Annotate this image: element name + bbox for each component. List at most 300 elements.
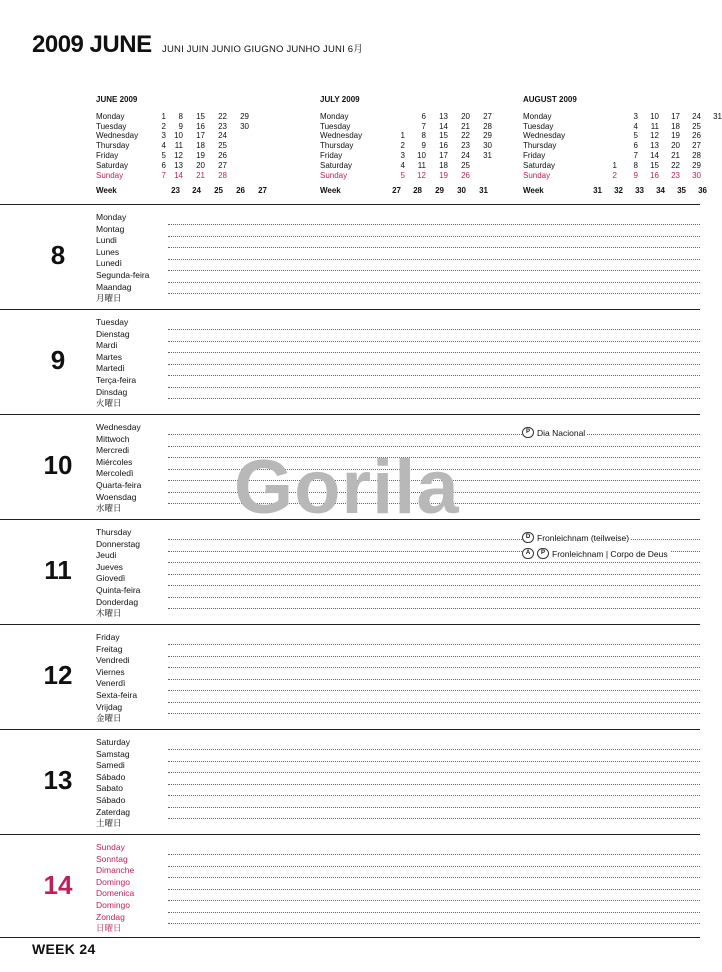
date-cell: 8 bbox=[178, 111, 183, 121]
writing-line[interactable] bbox=[168, 608, 700, 609]
writing-line[interactable] bbox=[168, 784, 700, 785]
day-number: 13 bbox=[43, 765, 73, 795]
day-name: Monday bbox=[96, 212, 127, 222]
day-name: Zaterdag bbox=[96, 806, 131, 817]
date-cell: 24 bbox=[692, 111, 701, 121]
date-cell: 21 bbox=[196, 170, 205, 180]
writing-line[interactable] bbox=[168, 889, 700, 890]
writing-line[interactable] bbox=[168, 854, 700, 855]
mini-calendar-2 bbox=[320, 95, 492, 198]
day-name: Jeudi bbox=[96, 550, 117, 561]
mini-calendar-row bbox=[523, 150, 701, 161]
day-name: Donnerstag bbox=[96, 538, 140, 549]
divider bbox=[0, 204, 700, 205]
date-cell: 30 bbox=[692, 170, 701, 180]
mini-calendar-row bbox=[96, 160, 227, 171]
date-cell: 22 bbox=[461, 131, 470, 141]
mini-calendar-row bbox=[96, 141, 227, 151]
day-name: Domenica bbox=[96, 888, 135, 899]
weekday-label: Friday bbox=[96, 150, 119, 160]
mini-calendar-row bbox=[320, 111, 492, 122]
date-cell: 9 bbox=[421, 141, 426, 151]
week-number: 31 bbox=[479, 186, 488, 196]
day-name: Mardi bbox=[96, 340, 118, 351]
date-cell: 22 bbox=[671, 160, 680, 170]
date-cell: 18 bbox=[439, 160, 448, 170]
day-name: Freitag bbox=[96, 643, 123, 654]
week-number: 32 bbox=[614, 186, 623, 196]
writing-line[interactable] bbox=[168, 585, 700, 586]
day-name: Domingo bbox=[96, 876, 131, 887]
day-names bbox=[96, 212, 149, 305]
date-cell: 3 bbox=[400, 150, 405, 160]
writing-line[interactable] bbox=[168, 795, 700, 796]
week-numbers-row bbox=[523, 186, 707, 198]
date-cell: 20 bbox=[196, 160, 205, 170]
date-cell: 1 bbox=[612, 160, 617, 170]
writing-line[interactable] bbox=[168, 818, 700, 819]
weekday-label: Sunday bbox=[96, 170, 124, 180]
mini-calendar-row bbox=[523, 111, 722, 122]
date-cell: 17 bbox=[196, 131, 205, 141]
date-cell: 6 bbox=[633, 141, 638, 151]
day-name: Maandag bbox=[96, 281, 132, 292]
holiday-name: Fronleichnam | Corpo de Deus bbox=[552, 548, 668, 559]
date-cell: 19 bbox=[671, 131, 680, 141]
weekday-label: Tuesday bbox=[523, 121, 554, 131]
week-number: 27 bbox=[258, 186, 267, 196]
month-translations: JUNI JUIN JUNIO GIUGNO JUNHO JUNI 6月 bbox=[162, 44, 363, 55]
date-cell: 19 bbox=[439, 170, 448, 180]
week-number: 24 bbox=[192, 186, 201, 196]
day-name: Sábado bbox=[96, 794, 126, 805]
date-cell: 8 bbox=[421, 131, 426, 141]
mini-calendar-row bbox=[320, 150, 492, 161]
date-cell: 12 bbox=[174, 150, 183, 160]
day-name: Segunda-feira bbox=[96, 269, 150, 280]
writing-line[interactable] bbox=[168, 702, 700, 703]
day-number: 12 bbox=[43, 660, 73, 690]
mini-calendar-row bbox=[96, 150, 227, 161]
date-cell: 4 bbox=[400, 160, 405, 170]
day-separator bbox=[0, 624, 700, 625]
writing-line[interactable] bbox=[168, 713, 700, 714]
day-name: Lunedì bbox=[96, 258, 122, 269]
weekday-label: Friday bbox=[523, 150, 546, 160]
page-title: 2009 JUNE bbox=[32, 31, 152, 58]
date-cell: 30 bbox=[240, 121, 249, 131]
day-name: Giovedì bbox=[96, 573, 126, 584]
mini-calendar-title: AUGUST 2009 bbox=[523, 95, 577, 104]
date-cell: 22 bbox=[218, 111, 227, 121]
mini-calendar-row bbox=[320, 170, 470, 181]
week-number: 35 bbox=[677, 186, 686, 196]
writing-line[interactable] bbox=[168, 923, 700, 924]
date-cell: 15 bbox=[196, 111, 205, 121]
day-name: Wednesday bbox=[96, 422, 141, 432]
week-number: 25 bbox=[214, 186, 223, 196]
day-names bbox=[96, 317, 136, 410]
region-badge-icon: P bbox=[522, 427, 534, 438]
day-name: Sabato bbox=[96, 783, 123, 794]
date-cell: 27 bbox=[218, 160, 227, 170]
day-name: 火曜日 bbox=[96, 398, 122, 409]
day-block-8 bbox=[0, 206, 700, 310]
day-name: Sonntag bbox=[96, 853, 128, 864]
writing-line[interactable] bbox=[168, 761, 700, 762]
day-number: 8 bbox=[50, 240, 66, 270]
day-name: Sunday bbox=[96, 842, 125, 852]
day-name: Mercoledì bbox=[96, 468, 134, 479]
date-cell: 28 bbox=[483, 121, 492, 131]
date-cell: 4 bbox=[161, 141, 166, 151]
writing-line[interactable] bbox=[168, 574, 700, 575]
mini-calendar-row bbox=[523, 160, 701, 171]
day-names bbox=[96, 842, 134, 935]
day-name: Tuesday bbox=[96, 317, 129, 327]
day-separator bbox=[0, 309, 700, 310]
date-cell: 9 bbox=[178, 121, 183, 131]
holiday-event bbox=[522, 427, 587, 438]
writing-line[interactable] bbox=[168, 877, 700, 878]
day-number: 10 bbox=[43, 450, 73, 480]
date-cell: 13 bbox=[174, 160, 183, 170]
date-cell: 1 bbox=[400, 131, 405, 141]
day-name: Saturday bbox=[96, 737, 131, 747]
day-names bbox=[96, 632, 137, 725]
date-cell: 15 bbox=[650, 160, 659, 170]
date-cell: 31 bbox=[713, 111, 722, 121]
date-cell: 28 bbox=[692, 150, 701, 160]
weekday-label: Wednesday bbox=[96, 131, 139, 141]
day-name: Sábado bbox=[96, 771, 126, 782]
day-name: Donderdag bbox=[96, 596, 139, 607]
holiday-name: Dia Nacional bbox=[537, 427, 586, 438]
day-name: Miércoles bbox=[96, 456, 133, 467]
day-name: Samedi bbox=[96, 760, 125, 771]
date-cell: 23 bbox=[671, 170, 680, 180]
mini-calendar-row bbox=[320, 160, 470, 171]
day-name: Jueves bbox=[96, 561, 123, 572]
day-name: Viernes bbox=[96, 666, 125, 677]
weekday-label: Sunday bbox=[320, 170, 348, 180]
day-name: Sexta-feira bbox=[96, 689, 138, 700]
date-cell: 12 bbox=[417, 170, 426, 180]
date-cell: 16 bbox=[439, 141, 448, 151]
week-number: 27 bbox=[392, 186, 401, 196]
week-number: 30 bbox=[457, 186, 466, 196]
date-cell: 10 bbox=[174, 131, 183, 141]
weekday-label: Tuesday bbox=[320, 121, 351, 131]
week-label: Week bbox=[96, 186, 117, 196]
date-cell: 9 bbox=[633, 170, 638, 180]
date-cell: 17 bbox=[439, 150, 448, 160]
writing-line[interactable] bbox=[168, 866, 700, 867]
bottom-divider bbox=[0, 937, 700, 938]
weekday-label: Monday bbox=[523, 111, 552, 121]
weekday-label: Saturday bbox=[523, 160, 556, 170]
day-name: Lundi bbox=[96, 235, 117, 246]
writing-line[interactable] bbox=[168, 597, 700, 598]
day-name: Domingo bbox=[96, 899, 131, 910]
day-name: 水曜日 bbox=[96, 503, 122, 514]
writing-line[interactable] bbox=[168, 282, 700, 283]
mini-calendar-row bbox=[320, 141, 492, 151]
day-block-14 bbox=[0, 836, 700, 940]
date-cell: 14 bbox=[174, 170, 183, 180]
day-names bbox=[96, 737, 130, 830]
mini-calendar-row bbox=[320, 131, 492, 141]
writing-line[interactable] bbox=[168, 667, 700, 668]
date-cell: 5 bbox=[633, 131, 638, 141]
weekday-label: Saturday bbox=[96, 160, 129, 170]
week-number: 23 bbox=[171, 186, 180, 196]
weekday-label: Wednesday bbox=[320, 131, 363, 141]
writing-line[interactable] bbox=[168, 293, 700, 294]
day-name: Vendredi bbox=[96, 655, 130, 666]
writing-line[interactable] bbox=[168, 644, 700, 645]
weekday-label: Monday bbox=[320, 111, 349, 121]
day-name: 木曜日 bbox=[96, 608, 122, 619]
day-number: 9 bbox=[50, 345, 66, 375]
week-number: 31 bbox=[593, 186, 602, 196]
holiday-event bbox=[522, 548, 670, 559]
date-cell: 20 bbox=[671, 141, 680, 151]
day-name: Martedì bbox=[96, 363, 125, 374]
day-name: Thursday bbox=[96, 527, 132, 537]
day-block-12 bbox=[0, 626, 700, 730]
date-cell: 13 bbox=[439, 111, 448, 121]
day-separator bbox=[0, 414, 700, 415]
day-name: Martes bbox=[96, 351, 122, 362]
date-cell: 11 bbox=[650, 121, 659, 131]
day-name: Dinsdag bbox=[96, 386, 128, 397]
mini-calendar-title: JUNE 2009 bbox=[96, 95, 138, 104]
date-cell: 10 bbox=[650, 111, 659, 121]
writing-line[interactable] bbox=[168, 270, 700, 271]
day-name: Samstag bbox=[96, 748, 130, 759]
mini-calendar-row bbox=[96, 111, 249, 122]
weekday-label: Tuesday bbox=[96, 121, 127, 131]
date-cell: 29 bbox=[692, 160, 701, 170]
date-cell: 20 bbox=[461, 111, 470, 121]
region-badge-icon: D bbox=[522, 532, 534, 543]
day-name: 土曜日 bbox=[96, 818, 122, 829]
date-cell: 12 bbox=[650, 131, 659, 141]
day-name: Dienstag bbox=[96, 328, 130, 339]
date-cell: 11 bbox=[417, 160, 426, 170]
writing-line[interactable] bbox=[168, 236, 700, 237]
writing-line[interactable] bbox=[168, 375, 700, 376]
date-cell: 25 bbox=[218, 141, 227, 151]
date-cell: 23 bbox=[218, 121, 227, 131]
weekday-label: Sunday bbox=[523, 170, 551, 180]
date-cell: 27 bbox=[692, 141, 701, 151]
page-header bbox=[32, 31, 363, 61]
date-cell: 1 bbox=[161, 111, 166, 121]
mini-calendar-row bbox=[523, 131, 701, 141]
week-number: 29 bbox=[435, 186, 444, 196]
date-cell: 18 bbox=[671, 121, 680, 131]
date-cell: 2 bbox=[612, 170, 617, 180]
date-cell: 19 bbox=[196, 150, 205, 160]
week-number: 36 bbox=[698, 186, 707, 196]
date-cell: 27 bbox=[483, 111, 492, 121]
region-badge-icon: P bbox=[537, 548, 549, 559]
writing-line[interactable] bbox=[168, 772, 700, 773]
date-cell: 23 bbox=[461, 141, 470, 151]
day-name: Montag bbox=[96, 223, 125, 234]
writing-line[interactable] bbox=[168, 387, 700, 388]
date-cell: 26 bbox=[218, 150, 227, 160]
date-cell: 5 bbox=[161, 150, 166, 160]
mini-calendar-row bbox=[96, 121, 249, 132]
date-cell: 25 bbox=[461, 160, 470, 170]
writing-line[interactable] bbox=[168, 679, 700, 680]
writing-line[interactable] bbox=[168, 656, 700, 657]
date-cell: 10 bbox=[417, 150, 426, 160]
day-name: Friday bbox=[96, 632, 120, 642]
date-cell: 11 bbox=[174, 141, 183, 151]
day-name: Vrijdag bbox=[96, 701, 123, 712]
writing-line[interactable] bbox=[168, 912, 700, 913]
weekday-label: Thursday bbox=[96, 141, 130, 151]
region-badge-icon: A bbox=[522, 548, 534, 559]
date-cell: 2 bbox=[400, 141, 405, 151]
date-cell: 26 bbox=[461, 170, 470, 180]
day-name: 月曜日 bbox=[96, 293, 122, 304]
writing-line[interactable] bbox=[168, 562, 700, 563]
weekday-label: Thursday bbox=[523, 141, 557, 151]
date-cell: 31 bbox=[483, 150, 492, 160]
date-cell: 18 bbox=[196, 141, 205, 151]
date-cell: 3 bbox=[161, 131, 166, 141]
mini-calendar-row bbox=[96, 170, 227, 181]
holiday-name: Fronleichnam (teilweise) bbox=[537, 532, 630, 543]
watermark-logo: Gorila bbox=[234, 445, 460, 530]
mini-calendar-row bbox=[96, 131, 227, 141]
date-cell: 28 bbox=[218, 170, 227, 180]
weekday-label: Thursday bbox=[320, 141, 354, 151]
date-cell: 13 bbox=[650, 141, 659, 151]
holiday-event bbox=[522, 532, 631, 543]
date-cell: 7 bbox=[161, 170, 166, 180]
date-cell: 7 bbox=[421, 121, 426, 131]
date-cell: 6 bbox=[161, 160, 166, 170]
mini-calendar-row bbox=[320, 121, 492, 132]
date-cell: 17 bbox=[671, 111, 680, 121]
date-cell: 4 bbox=[633, 121, 638, 131]
date-cell: 29 bbox=[483, 131, 492, 141]
date-cell: 2 bbox=[161, 121, 166, 131]
day-block-9 bbox=[0, 311, 700, 415]
writing-line[interactable] bbox=[168, 807, 700, 808]
date-cell: 8 bbox=[633, 160, 638, 170]
day-separator bbox=[0, 729, 700, 730]
day-names bbox=[96, 527, 140, 620]
day-name: Dimanche bbox=[96, 865, 135, 876]
writing-line[interactable] bbox=[168, 690, 700, 691]
week-label: WEEK 24 bbox=[32, 941, 96, 957]
day-name: Woensdag bbox=[96, 491, 137, 502]
date-cell: 16 bbox=[650, 170, 659, 180]
day-name: Quinta-feira bbox=[96, 584, 141, 595]
week-number: 26 bbox=[236, 186, 245, 196]
writing-line[interactable] bbox=[168, 364, 700, 365]
day-name: Lunes bbox=[96, 246, 120, 257]
weekday-label: Wednesday bbox=[523, 131, 566, 141]
mini-calendar-row bbox=[523, 121, 701, 132]
date-cell: 29 bbox=[240, 111, 249, 121]
writing-line[interactable] bbox=[168, 398, 700, 399]
day-name: 金曜日 bbox=[96, 713, 122, 724]
mini-calendar-row bbox=[523, 170, 701, 181]
date-cell: 5 bbox=[400, 170, 405, 180]
writing-line[interactable] bbox=[168, 329, 700, 330]
date-cell: 25 bbox=[692, 121, 701, 131]
mini-calendar-row bbox=[523, 141, 701, 151]
day-separator bbox=[0, 834, 700, 835]
week-label: Week bbox=[523, 186, 544, 196]
day-block-13 bbox=[0, 731, 700, 835]
day-name: Venerdì bbox=[96, 678, 126, 689]
week-label: Week bbox=[320, 186, 341, 196]
date-cell: 3 bbox=[633, 111, 638, 121]
day-name: Quarta-feira bbox=[96, 479, 142, 490]
weekday-label: Monday bbox=[96, 111, 125, 121]
date-cell: 6 bbox=[421, 111, 426, 121]
date-cell: 24 bbox=[218, 131, 227, 141]
writing-line[interactable] bbox=[168, 352, 700, 353]
day-number: 11 bbox=[44, 555, 72, 585]
day-number: 14 bbox=[43, 870, 73, 900]
day-names bbox=[96, 422, 141, 515]
week-numbers-row bbox=[320, 186, 488, 198]
date-cell: 14 bbox=[439, 121, 448, 131]
writing-line[interactable] bbox=[168, 900, 700, 901]
day-name: Terça-feira bbox=[96, 374, 137, 385]
date-cell: 16 bbox=[196, 121, 205, 131]
week-number: 34 bbox=[656, 186, 665, 196]
date-cell: 15 bbox=[439, 131, 448, 141]
day-name: Mercredi bbox=[96, 445, 130, 456]
writing-line[interactable] bbox=[168, 341, 700, 342]
date-cell: 26 bbox=[692, 131, 701, 141]
writing-line[interactable] bbox=[168, 749, 700, 750]
weekday-label: Saturday bbox=[320, 160, 353, 170]
day-name: Mittwoch bbox=[96, 433, 130, 444]
date-cell: 14 bbox=[650, 150, 659, 160]
writing-line[interactable] bbox=[168, 434, 700, 435]
date-cell: 21 bbox=[671, 150, 680, 160]
date-cell: 21 bbox=[461, 121, 470, 131]
writing-line[interactable] bbox=[168, 224, 700, 225]
day-name: 日曜日 bbox=[96, 923, 122, 934]
date-cell: 7 bbox=[633, 150, 638, 160]
day-name: Zondag bbox=[96, 911, 125, 922]
week-number: 28 bbox=[413, 186, 422, 196]
week-numbers-row bbox=[96, 186, 267, 198]
writing-line[interactable] bbox=[168, 259, 700, 260]
mini-calendar-title: JULY 2009 bbox=[320, 95, 360, 104]
date-cell: 24 bbox=[461, 150, 470, 160]
date-cell: 30 bbox=[483, 141, 492, 151]
mini-calendar-3 bbox=[523, 95, 722, 198]
writing-line[interactable] bbox=[168, 247, 700, 248]
mini-calendar-1 bbox=[96, 95, 267, 198]
weekday-label: Friday bbox=[320, 150, 343, 160]
week-number: 33 bbox=[635, 186, 644, 196]
